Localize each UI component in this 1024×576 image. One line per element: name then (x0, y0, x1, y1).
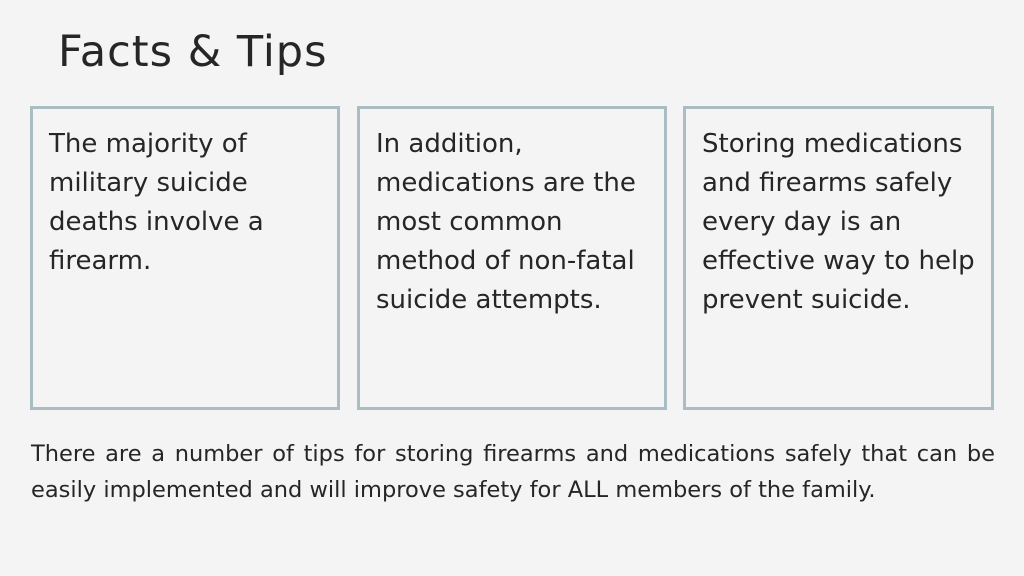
fact-card-medications: In addition, medications are the most common method of non-fatal suicide attempts. (357, 106, 667, 410)
fact-card-safe-storage: Storing medications and firearms safely every day is an effective way to help prevent suicide. (683, 106, 994, 410)
fact-card-firearm-deaths: The majority of military suicide deaths involve a firearm. (30, 106, 340, 410)
page-title: Facts & Tips (58, 27, 328, 77)
tips-summary-text: There are a number of tips for storing firearms and medications safely that can be easily implemented and will improve safety for ALL members of the family. (31, 441, 995, 503)
